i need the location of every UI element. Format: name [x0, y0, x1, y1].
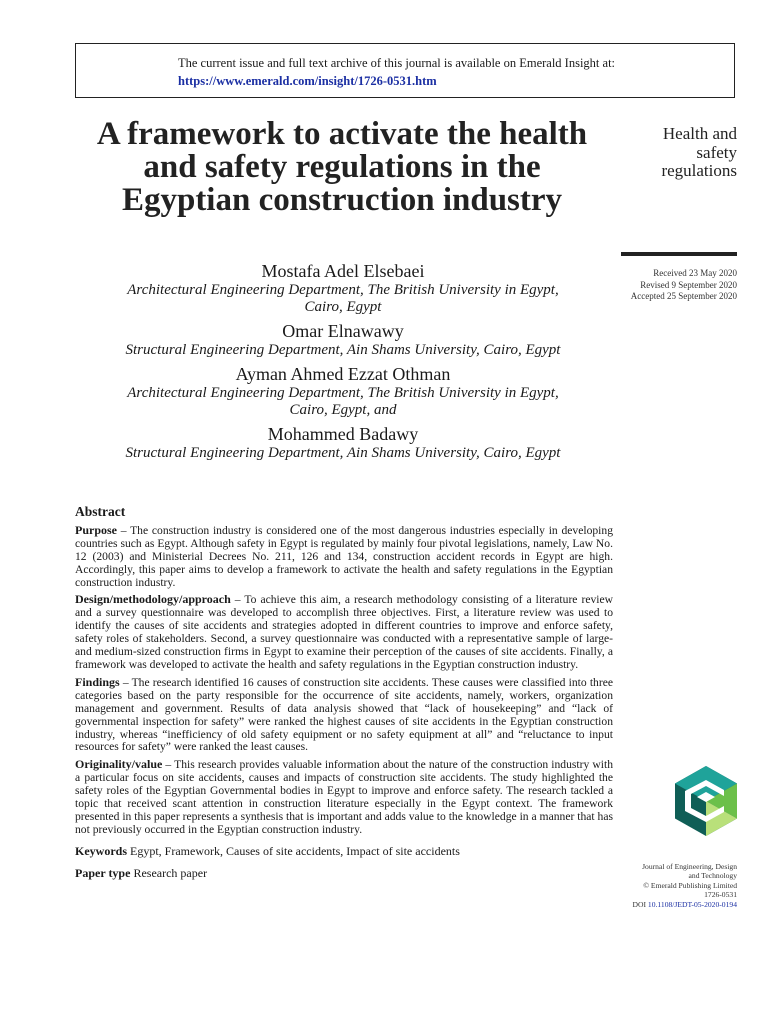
running-head-line: Health and — [662, 124, 737, 143]
running-head-rule — [621, 252, 737, 256]
affiliation-line: Cairo, Egypt, and — [289, 402, 397, 418]
issn: 1726-0531 — [704, 890, 737, 900]
running-head-line: safety — [696, 142, 737, 162]
keywords-text: Egypt, Framework, Causes of site accidents, Impact of site accidents — [127, 843, 460, 858]
design-label: Design/methodology/approach — [75, 592, 231, 607]
received-date: Received 23 May 2020 — [653, 268, 737, 278]
design-text: – To achieve this aim, a research methodology consisting of a literature review and a survey questionnaire was developed to accomplish three objectives. First, a literature review was used to identify the causes of site accidents and strategies adopted in different countries to improve and enforce safety, safety roles of stakeholders. Second, a survey questionnaire was conducted with a representative sample of large- and medium-sized construction firms in Egypt to examine their perception of the causes of site accidents. Finally, a framework was developed to activate the health and safety regulations in the Egyptian construction industry. — [75, 593, 613, 671]
journal-info — [600, 862, 737, 909]
affiliation-line: Architectural Engineering Department, The British University in Egypt, — [127, 282, 559, 298]
affiliation-line: Cairo, Egypt — [304, 299, 382, 315]
paper-type-text: Research paper — [130, 865, 208, 880]
abstract-purpose — [75, 524, 613, 590]
author-affiliation — [75, 445, 611, 462]
journal-url-link[interactable]: https://www.emerald.com/insight/1726-0531.htm — [178, 74, 437, 88]
revised-date: Revised 9 September 2020 — [640, 279, 737, 290]
findings-label: Findings — [75, 674, 120, 689]
doi-link[interactable]: 10.1108/JEDT-05-2020-0194 — [647, 899, 737, 909]
history-dates — [600, 268, 737, 303]
author-affiliation — [75, 342, 611, 359]
doi-label: DOI — [632, 899, 646, 909]
author-affiliation — [75, 385, 611, 419]
journal-name: Journal of Engineering, Design — [642, 862, 737, 871]
author-name: Mostafa Adel Elsebaei — [261, 261, 425, 281]
abstract-design — [75, 593, 613, 671]
purpose-label: Purpose — [75, 522, 117, 537]
running-head — [620, 125, 737, 181]
affiliation-line: Structural Engineering Department, Ain Shams University, Cairo, Egypt — [125, 342, 561, 358]
author-name: Mohammed Badawy — [267, 424, 419, 444]
paper-type-label: Paper type — [75, 865, 131, 880]
affiliation-line: Architectural Engineering Department, The British University in Egypt, — [127, 385, 559, 401]
findings-text: – The research identified 16 causes of construction site accidents. These causes were classified into three categories based on the party responsible for the occurrence of site accidents, namely, workers, organization management and government. Results of data analysis showed that “lack of housekeeping” and “lack of governmental inspection for safety” were ranked the highest causes of site accidents in the Egyptian construction industry, whereas “inefficiency of old safety equipment or no safety equipment at all” and “reluctance to input resources for safety” were ranked the least causes. — [75, 675, 613, 754]
running-head-line: regulations — [661, 161, 737, 180]
author-name: Omar Elnawawy — [282, 321, 404, 341]
affiliation-line: Structural Engineering Department, Ain Shams University, Cairo, Egypt — [125, 445, 561, 461]
author-list — [75, 261, 611, 462]
access-notice-box — [75, 43, 735, 98]
access-notice-text: The current issue and full text archive of this journal is available on Emerald Insight at: — [178, 56, 616, 70]
paper-title: A framework to activate the health and safety regulations in the Egyptian construction industry — [96, 116, 588, 218]
publisher: © Emerald Publishing Limited — [643, 880, 737, 890]
author-name: Ayman Ahmed Ezzat Othman — [235, 364, 451, 384]
paper-type — [75, 867, 613, 880]
keywords-label: Keywords — [75, 843, 127, 858]
abstract-heading: Abstract — [75, 504, 126, 519]
purpose-text: – The construction industry is considered one of the most dangerous industries especially in developing countries such as Egypt. Although safety in Egypt is regulated by mainly four pivotal legislations, namely, Law No. 12 (2003) and Ministerial Decrees No. 211, 126 and 134, construction accident records in Egypt are high. Accordingly, this paper aims to develop a framework to activate the health and safety regulations in the Egyptian construction industry. — [75, 523, 613, 589]
originality-label: Originality/value — [75, 757, 163, 772]
author-affiliation — [75, 282, 611, 316]
journal-name: and Technology — [688, 871, 737, 881]
abstract-originality — [75, 758, 613, 836]
accepted-date: Accepted 25 September 2020 — [630, 291, 737, 301]
keywords — [75, 845, 613, 858]
abstract-section — [75, 506, 613, 884]
originality-text: – This research provides valuable information about the nature of the construction industry with a particular focus on site accidents, causes and impacts of construction site accidents. The study highlighted the safety roles of the Egyptian Governmental bodies in Egypt to improve and enforce safety. The research tackled a topic that received scant attention in construction literature especially in the Egypt context. The framework presented in this paper represents a synthesis that is important and adds value to the knowledge in a manner that has not previously occurred in the Egyptian construction industry. — [75, 758, 613, 836]
abstract-findings — [75, 676, 613, 754]
doi-line — [600, 900, 737, 909]
emerald-logo-icon — [675, 766, 737, 836]
